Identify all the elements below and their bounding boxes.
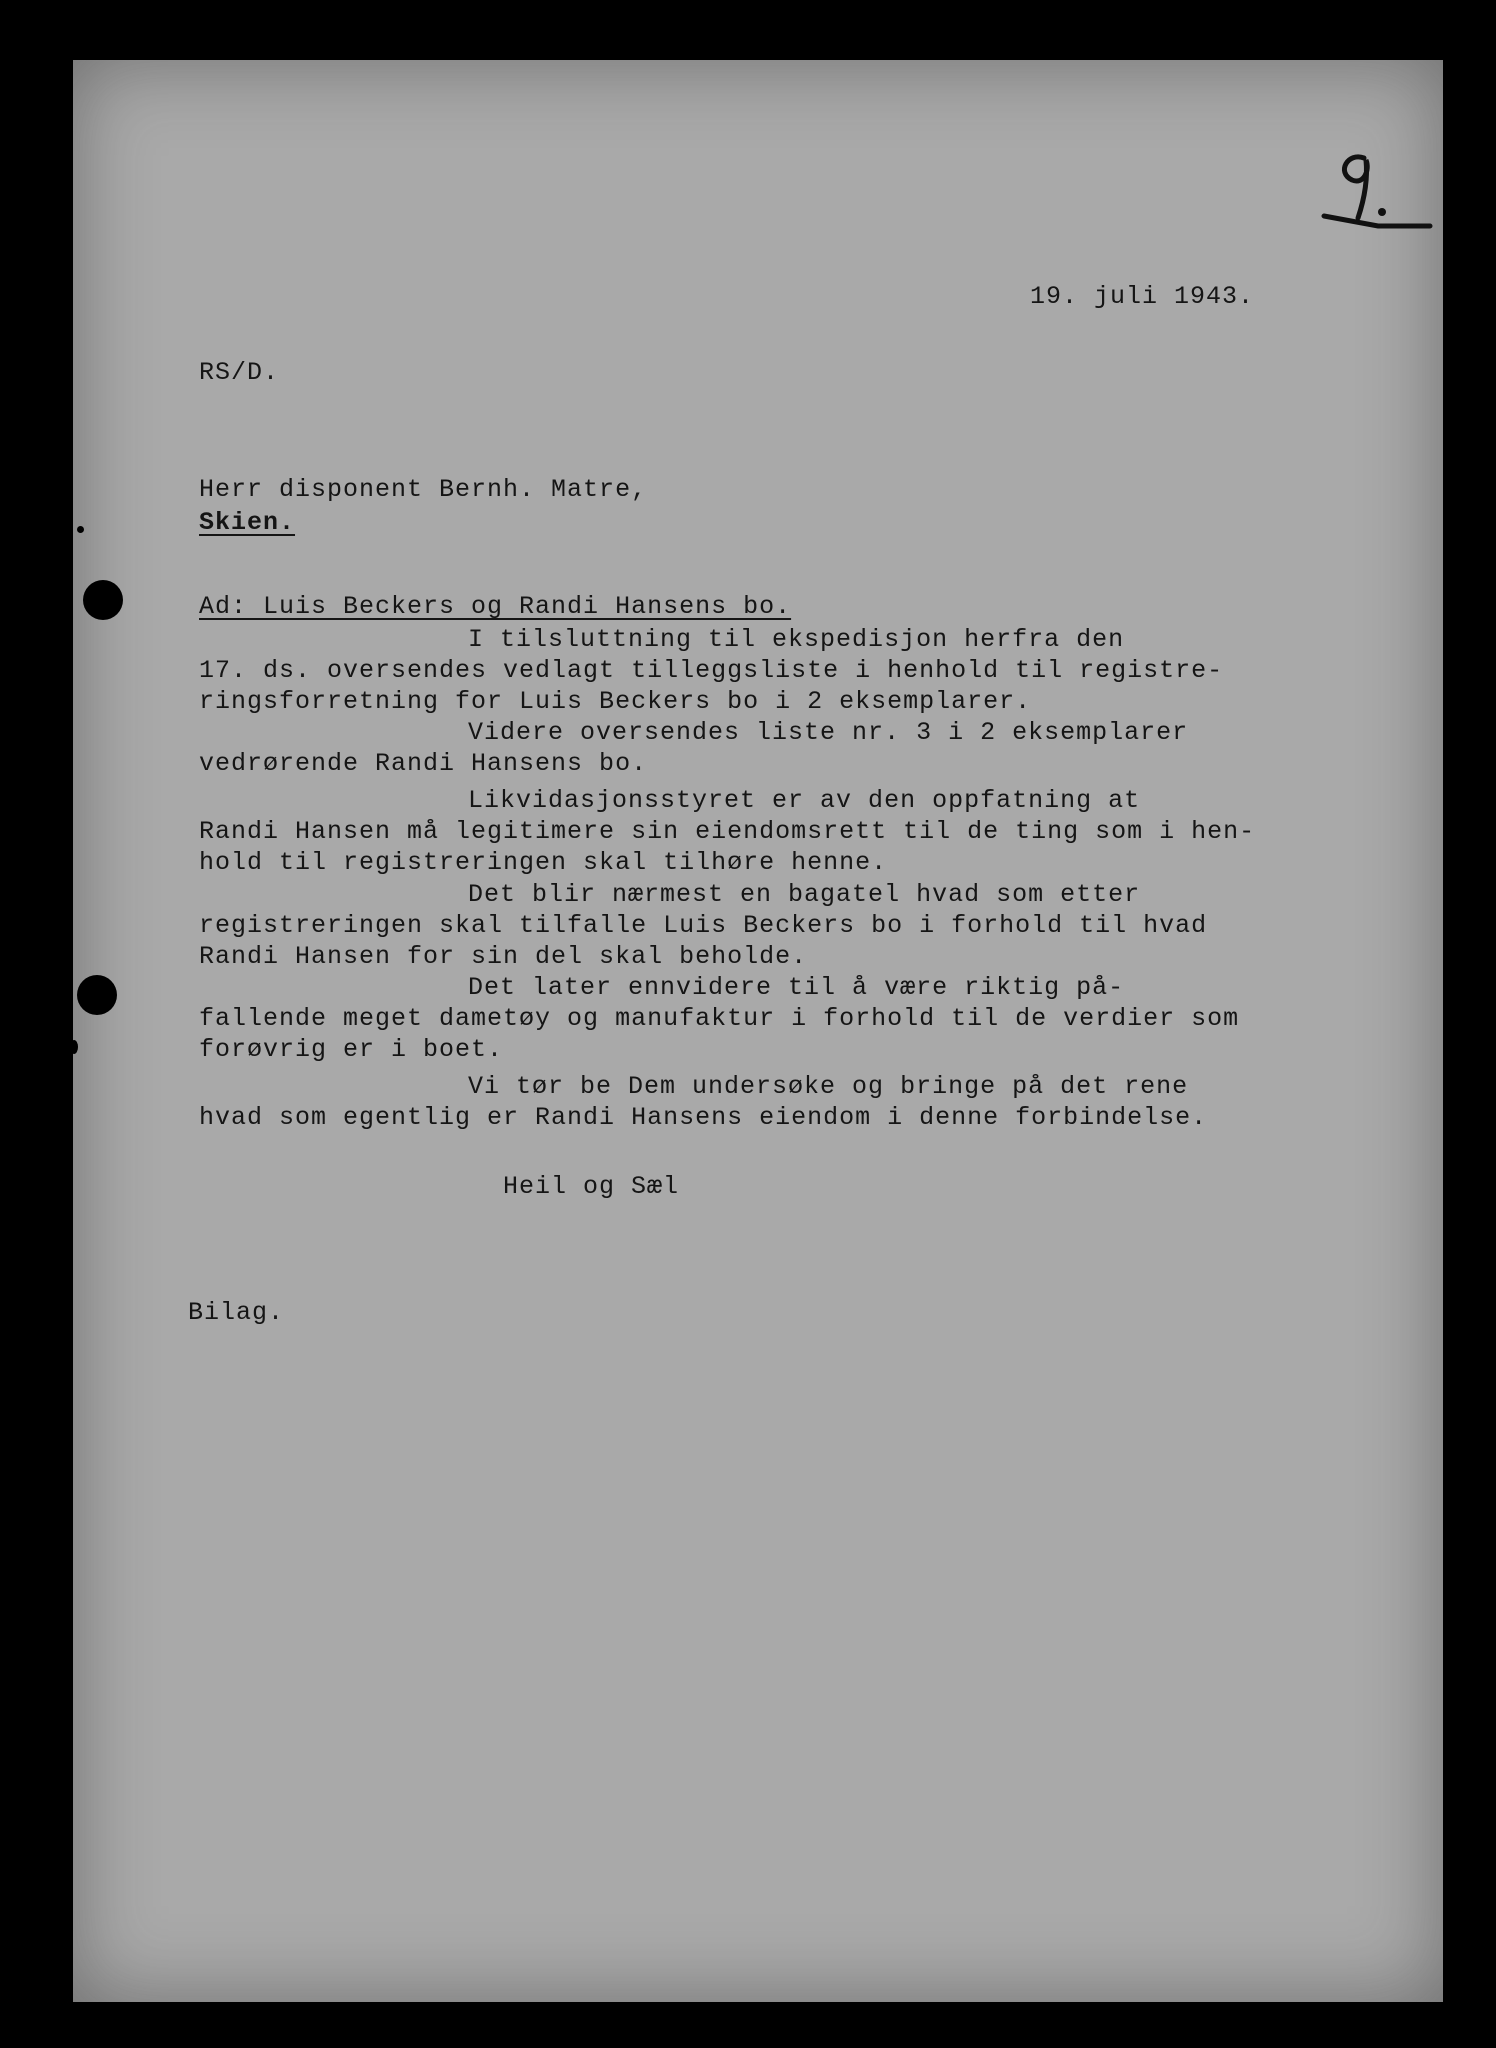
recipient-city: Skien. <box>199 508 296 537</box>
body-line: fallende meget dametøy og manufaktur i forhold til de verdier som <box>199 1004 1240 1033</box>
document-page <box>73 60 1443 2002</box>
enclosure-note: Bilag. <box>188 1298 285 1327</box>
letter-date: 19. juli 1943. <box>1030 282 1255 311</box>
body-line: Randi Hansen må legitimere sin eiendomsrett til de ting som i hen- <box>199 817 1256 846</box>
handwritten-page-number <box>1318 130 1443 230</box>
body-line: forøvrig er i boet. <box>199 1035 504 1064</box>
body-line: Vi tør be Dem undersøke og bringe på det rene <box>468 1072 1189 1101</box>
body-line: Videre oversendes liste nr. 3 i 2 eksemplarer <box>468 718 1189 747</box>
body-line: Det blir nærmest en bagatel hvad som etter <box>468 880 1141 909</box>
body-line: ringsforretning for Luis Beckers bo i 2 eksemplarer. <box>199 687 1032 716</box>
reference-code: RS/D. <box>199 358 280 387</box>
body-line: registreringen skal tilfalle Luis Beckers bo i forhold til hvad <box>199 911 1208 940</box>
body-line: hvad som egentlig er Randi Hansens eiendom i denne forbindelse. <box>199 1103 1208 1132</box>
closing-salutation: Heil og Sæl <box>503 1172 680 1201</box>
punch-hole <box>83 580 123 620</box>
ink-speck <box>77 526 84 533</box>
body-line: I tilsluttning til ekspedisjon herfra den <box>468 625 1125 654</box>
recipient-name: Herr disponent Bernh. Matre, <box>199 475 648 504</box>
body-line: Likvidasjonsstyret er av den oppfatning at <box>468 786 1141 815</box>
body-line: vedrørende Randi Hansens bo. <box>199 749 648 778</box>
body-line: Det later ennvidere til å være riktig på- <box>468 973 1125 1002</box>
body-line: hold til registreringen skal tilhøre henne. <box>199 848 888 877</box>
body-line: Randi Hansen for sin del skal beholde. <box>199 942 808 971</box>
body-line: 17. ds. oversendes vedlagt tilleggsliste i henhold til registre- <box>199 656 1224 685</box>
subject-line: Ad: Luis Beckers og Randi Hansens bo. <box>199 592 792 621</box>
punch-hole <box>77 975 117 1015</box>
ink-speck <box>73 1040 78 1054</box>
